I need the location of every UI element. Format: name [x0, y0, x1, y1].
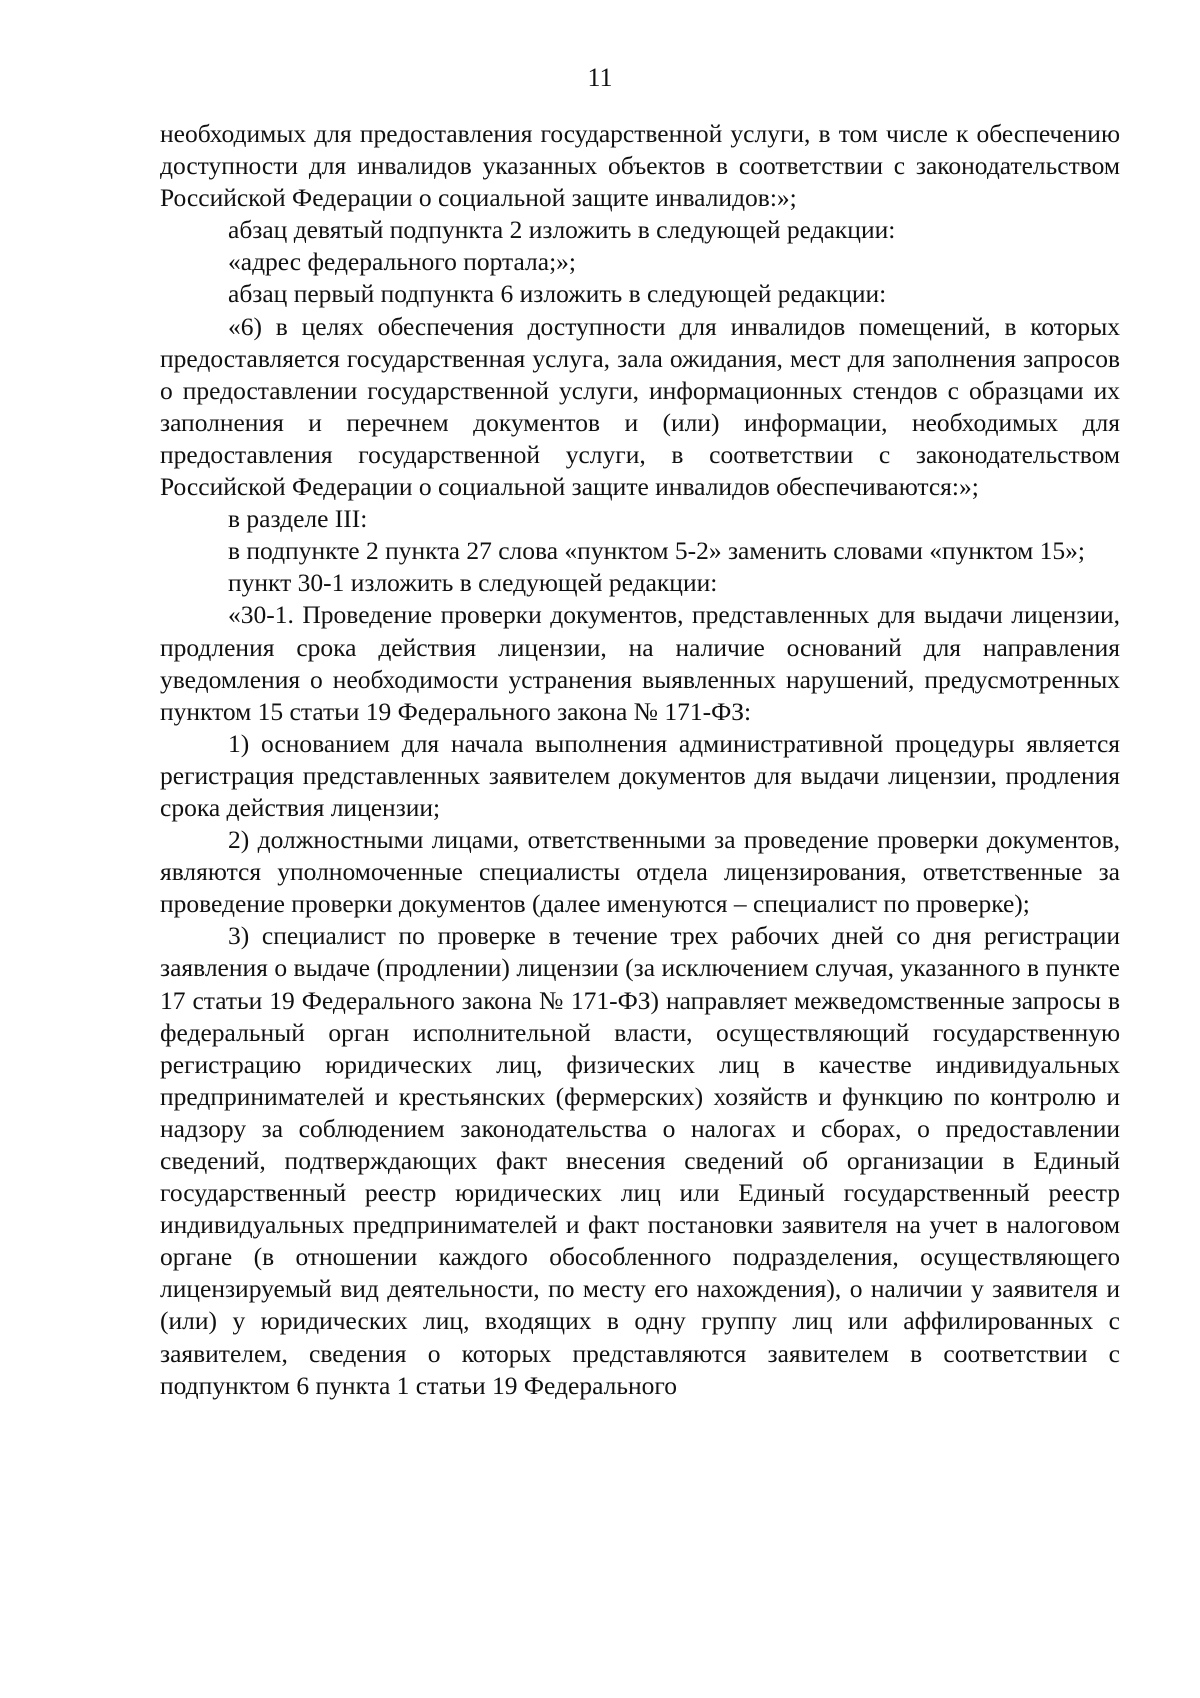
paragraph-1: необходимых для предоставления государственной услуги, в том числе к обеспечению доступности для инвалидов указанных объектов в соответствии с законодательством Российской Федерации о социальной защите инвалидов:»; — [160, 119, 1120, 213]
page-number: 11 — [587, 63, 613, 92]
paragraph-10: 1) основанием для начала выполнения административной процедуры является регистрация представленных заявителем документов для выдачи лицензии, продления срока действия лицензии; — [160, 728, 1120, 822]
paragraph-5: «6) в целях обеспечения доступности для инвалидов помещений, в которых предоставляется государственная услуга, зала ожидания, мест для заполнения запросов о предоставлении государственной услуги, информационных стендов с образцами их заполнения и перечнем документов и (или) информации, необходимых для предоставления государственной услуги, в соответствии с законодательством Российской Федерации о социальной защите инвалидов обеспечиваются:»; — [160, 311, 1120, 502]
paragraph-9: «30-1. Проведение проверки документов, представленных для выдачи лицензии, продления срока действия лицензии, на наличие оснований для направления уведомления о необходимости устранения выявленных нарушений, предусмотренных пунктом 15 статьи 19 Федерального закона № 171-ФЗ: — [160, 600, 1120, 726]
paragraph-8: пункт 30-1 изложить в следующей редакции: — [228, 568, 718, 598]
paragraph-6: в разделе III: — [228, 504, 368, 534]
paragraph-12: 3) специалист по проверке в течение трех рабочих дней со дня регистрации заявления о выдаче (продлении) лицензии (за исключением случая, указанного в пункте 17 статьи 19 Федерального закона № 171-ФЗ) направляет межведомственные запросы в федеральный орган исполнительной власти, осуществляющий государственную регистрацию юридических лиц, физических лиц в качестве индивидуальных предпринимателей и крестьянских (фермерских) хозяйств и функцию по контролю и надзору за соблюдением законодательства о налогах и сборах, о предоставлении сведений, подтверждающих факт внесения сведений об организации в Единый государственный реестр юридических лиц или Единый государственный реестр индивидуальных предпринимателей и факт постановки заявителя на учет в налоговом органе (в отношении каждого обособленного подразделения, осуществляющего лицензируемый вид деятельности, по месту его нахождения), о наличии у заявителя и (или) у юридических лиц, входящих в одну группу лиц или аффилированных с заявителем, сведения о которых представляются заявителем в соответствии с подпунктом 6 пункта 1 статьи 19 Федерального — [160, 921, 1120, 1400]
paragraph-7: в подпункте 2 пункта 27 слова «пунктом 5-2» заменить словами «пунктом 15»; — [228, 536, 1085, 566]
paragraph-11: 2) должностными лицами, ответственными за проведение проверки документов, являются уполномоченные специалисты отдела лицензирования, ответственные за проведение проверки документов (далее именуются – специалист по проверке); — [160, 825, 1120, 919]
paragraph-2: абзац девятый подпункта 2 изложить в следующей редакции: — [228, 215, 896, 245]
paragraph-4: абзац первый подпункта 6 изложить в следующей редакции: — [228, 279, 887, 309]
paragraph-3: «адрес федерального портала;»; — [228, 247, 576, 277]
document-body — [160, 118, 1120, 1402]
